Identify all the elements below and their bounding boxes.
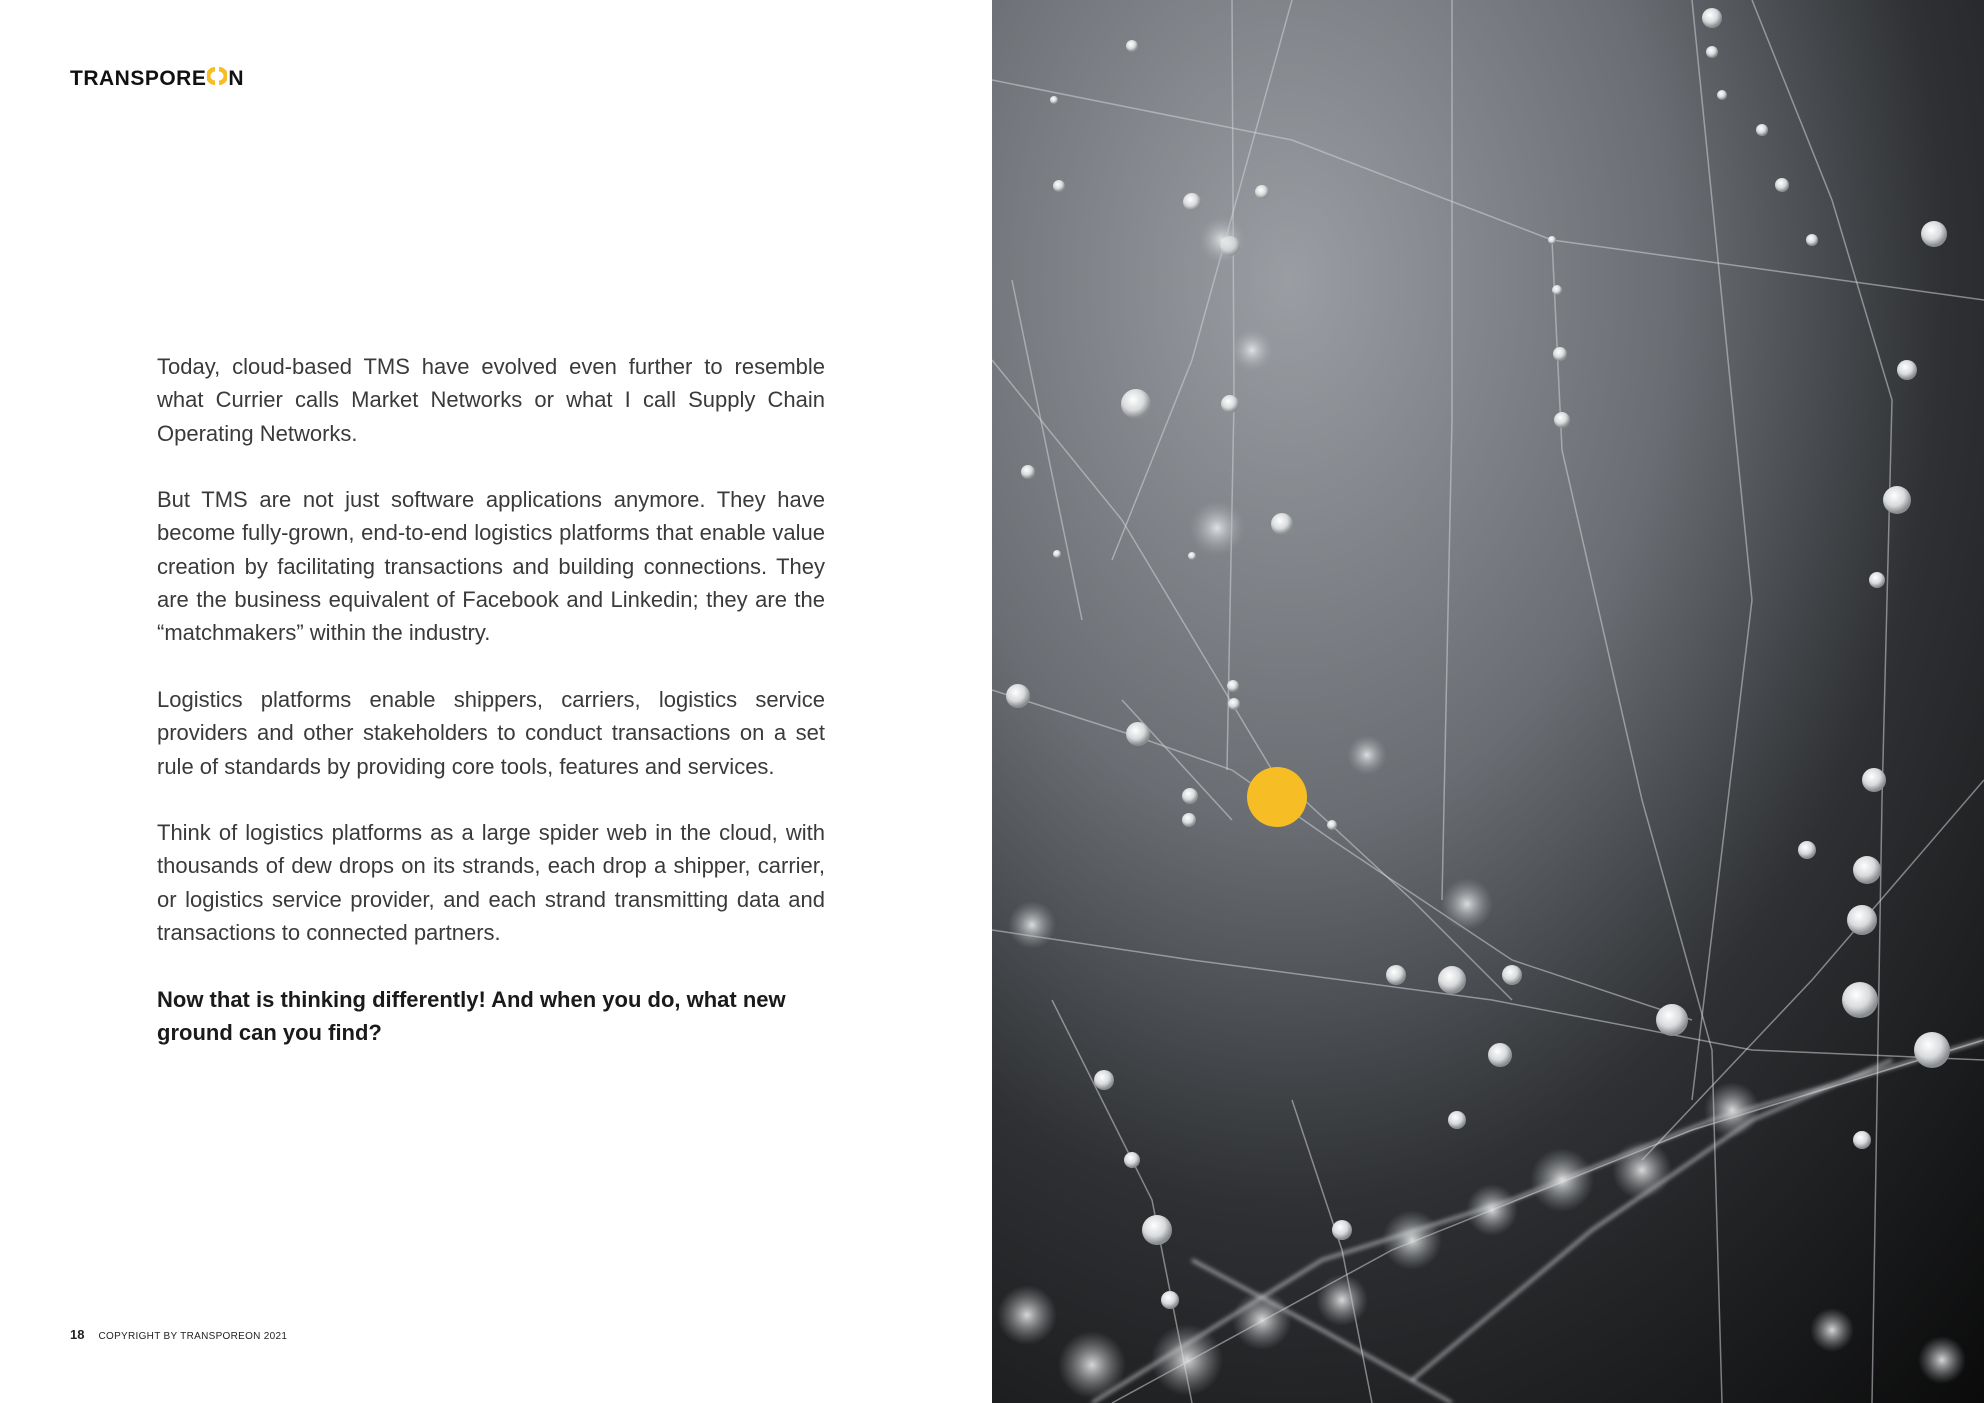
highlight-drop-accent [1247, 767, 1307, 827]
paragraph-2: But TMS are not just software applications anymore. They have become fully-grown, end-to-end logistics platforms that enable value creation by facilitating transactions and building connections. They are the business equivalent of Facebook and Linkedin; they are the “matchmakers” within the industry. [157, 487, 825, 646]
page-footer [70, 1327, 287, 1342]
closing-statement: Now that is thinking differently! And when you do, what new ground can you find? [157, 986, 786, 1045]
page-number: 18 [70, 1327, 85, 1342]
logo-text-post: N [228, 67, 245, 90]
transporeon-logo [70, 64, 244, 94]
article-body [157, 350, 825, 1049]
logo-o-mark-icon [207, 66, 227, 92]
copyright-notice: COPYRIGHT BY TRANSPOREON 2021 [98, 1331, 288, 1342]
logo-text-pre: TRANSPORE [70, 67, 207, 90]
paragraph-1: Today, cloud-based TMS have evolved even further to resemble what Currier calls Market Networks or what I call Supply Chain Operating Networks. [157, 354, 825, 446]
spider-web-photo [992, 0, 1984, 1403]
paragraph-4: Think of logistics platforms as a large spider web in the cloud, with thousands of dew drops on its strands, each drop a shipper, carrier, or logistics service provider, and each strand transmitting data and transactions to connected partners. [157, 820, 825, 946]
paragraph-3: Logistics platforms enable shippers, carriers, logistics service providers and other stakeholders to conduct transactions on a set rule of standards by providing core tools, features and services. [157, 686, 825, 779]
